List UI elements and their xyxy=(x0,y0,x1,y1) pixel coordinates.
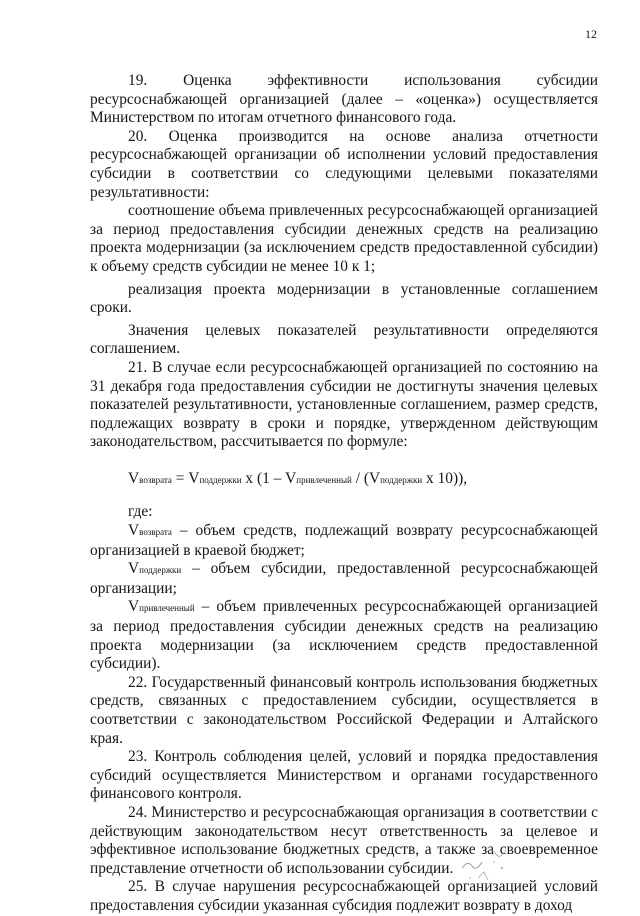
definition-v-privlechenny: Vпривлеченный – объем привлеченных ресурсоснабжающей организацией за период предоставления субсидии денежных средств на реализацию проекта модернизации (за исключением средств предоставленной субсидии). xyxy=(90,598,598,673)
paragraph-24: 24. Министерство и ресурсоснабжающая организация в соответствии с действующим законодательством несут ответственность за целевое и эффективное использование бюджетных средств, а также за своевременное представление отчетности об использовании субсидии. xyxy=(90,803,598,877)
paragraph-22: 22. Государственный финансовый контроль использования бюджетных средств, связанных с предоставлением субсидии, осуществляется в соответствии с законодательством Российской Федерации и Алтайского края. xyxy=(90,673,598,747)
paragraph-23: 23. Контроль соблюдения целей, условий и порядка предоставления субсидий осуществляется Министерством и органами государственного финансового контроля. xyxy=(90,748,598,803)
paragraph-21: 21. В случае если ресурсоснабжающей организацией по состоянию на 31 декабря года предоставления субсидии не достигнуты значения целевых показателей результативности, установленные соглашением, размер средств, подлежащих возврату в сроки и порядке, утвержденном действующим законодательством, рассчитывается по формуле: xyxy=(90,358,598,451)
indicator-values: Значения целевых показателей результативности определяются соглашением. xyxy=(90,321,598,358)
paragraph-19: 19. Оценка эффективности использования субсидии ресурсоснабжающей организацией (далее – «оценка») осуществляется Министерством по итогам отчетного финансового года. xyxy=(90,72,598,127)
indicator-ratio: соотношение объема привлеченных ресурсоснабжающей организацией за период предоставления субсидии денежных средств на реализацию проекта модернизации (за исключением средств предоставленной субсидии) к объему средств субсидии не менее 10 к 1; xyxy=(90,202,598,275)
scan-mark-icon xyxy=(458,838,518,888)
paragraph-20: 20. Оценка производится на основе анализа отчетности ресурсоснабжающей организации об исполнении условий предоставления субсидии в соответствии со следующими целевыми показателями результативности: xyxy=(90,127,598,201)
page-number: 12 xyxy=(585,27,597,41)
definition-v-podderzhki: Vподдержки – объем субсидии, предоставленной ресурсоснабжающей организации; xyxy=(90,560,598,597)
definition-v-vozvrata: Vвозврата – объем средств, подлежащий возврату ресурсоснабжающей организацией в краевой бюджет; xyxy=(90,522,598,559)
where-label: где: xyxy=(128,503,153,521)
refund-formula: Vвозврата = Vподдержки х (1 – Vпривлеченный / (Vподдержки х 10)), xyxy=(128,469,468,487)
indicator-project: реализация проекта модернизации в установленные соглашением сроки. xyxy=(90,280,598,317)
document-body xyxy=(90,72,598,916)
paragraph-25: 25. В случае нарушения ресурсоснабжающей организацией условий предоставления субсидии указанная субсидия подлежит возврату в доход xyxy=(90,878,598,914)
